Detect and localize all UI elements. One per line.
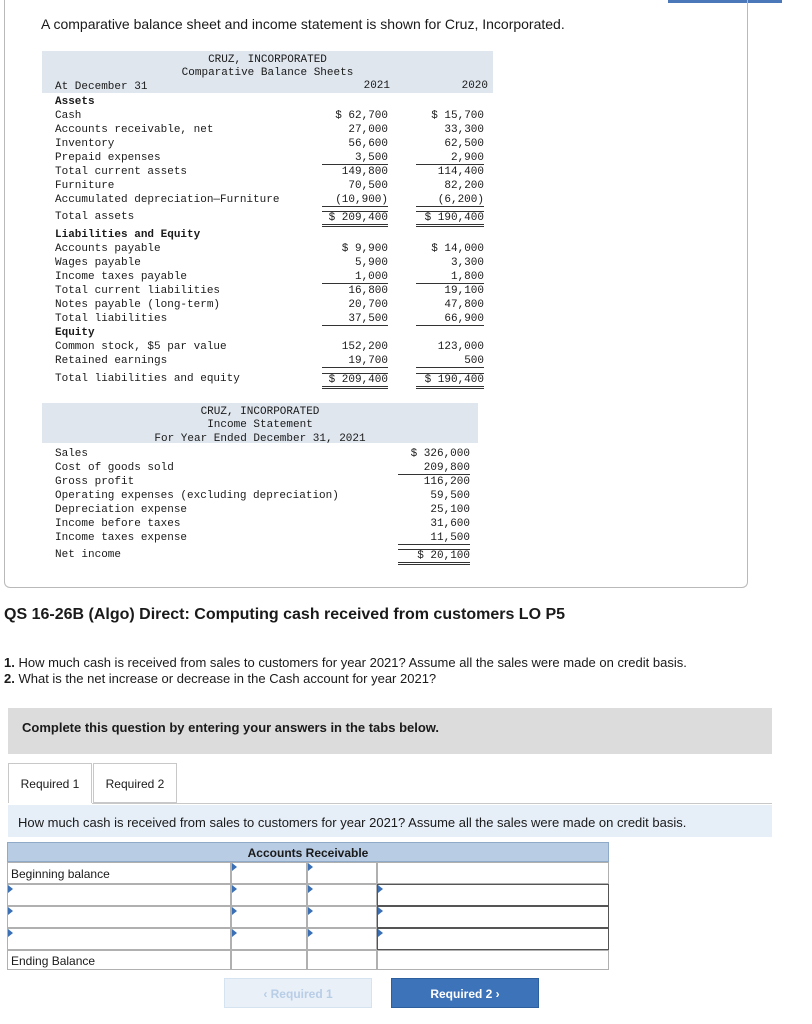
balance-sheet-value-2021: 19,700 [322,355,388,368]
income-statement-value: 31,600 [430,518,470,530]
balance-sheet-row-label: Accounts payable [55,243,161,255]
balance-sheet-value-2021: $ 209,400 [322,211,388,227]
balance-sheet-value-2021: 16,800 [348,285,388,297]
balance-sheet-value-2021: 5,900 [354,257,388,269]
question-list [4,655,687,687]
debit-label-input-4[interactable] [7,928,231,950]
balance-sheet-value-2021: (10,900) [322,194,388,207]
balance-sheet-row-label: Accumulated depreciation—Furniture [55,194,280,206]
balance-sheet-row-label: Prepaid expenses [55,152,161,164]
balance-sheet-row-label: Total liabilities [55,313,168,325]
balance-sheet-row-label: Furniture [55,180,115,192]
balance-sheet-row-label: Equity [55,327,95,339]
balance-sheet-value-2021: 70,500 [348,180,388,192]
income-statement-row-label: Operating expenses (excluding depreciation) [55,490,339,502]
balance-sheet-value-2020: 1,800 [416,271,484,284]
question-item: 1. How much cash is received from sales to customers for year 2021? Assume all the sales were made on credit basis. [4,655,687,670]
credit-amount-input-4[interactable] [307,928,377,950]
col-2021: 2021 [363,80,390,92]
balance-sheet-value-2020: 33,300 [444,124,484,136]
balance-sheet-value-2021: 3,500 [322,152,388,165]
balance-sheet-value-2020: 500 [416,355,484,368]
balance-sheet-header [42,51,493,93]
balance-sheet-value-2020: 47,800 [444,299,484,311]
col-2020: 2020 [461,80,488,92]
income-statement-header [42,403,478,443]
debit-amount-input-3[interactable] [231,906,307,928]
income-statement-row-label: Depreciation expense [55,504,188,516]
ending-balance-debit-cell [231,950,307,970]
question-title: QS 16-26B (Algo) Direct: Computing cash received from customers LO P5 [4,606,566,623]
ending-balance-blank-cell [377,950,609,970]
balance-sheet-value-2021: 20,700 [348,299,388,311]
balance-sheet-value-2021: 56,600 [348,138,388,150]
statement-title: Income Statement [207,419,313,431]
credit-amount-input-3[interactable] [307,906,377,928]
ending-balance-label-cell: Ending Balance [7,950,231,970]
balance-sheet-row-label: Accounts receivable, net [55,124,214,136]
balance-sheet-value-2020: $ 15,700 [431,110,484,122]
credit-amount-input-2[interactable] [307,884,377,906]
debit-amount-input-4[interactable] [231,928,307,950]
statement-title: Comparative Balance Sheets [181,67,354,79]
balance-sheet-row-label: Total liabilities and equity [55,373,240,385]
balance-sheet-value-2021: $ 9,900 [341,243,388,255]
balance-sheet-row-label: Common stock, $5 par value [55,341,227,353]
balance-sheet-value-2020: 82,200 [444,180,484,192]
balance-sheet-row-label: Retained earnings [55,355,168,367]
date-label: At December 31 [55,81,148,93]
credit-label-input-4[interactable] [377,928,609,950]
question-item: 2. What is the net increase or decrease in the Cash account for year 2021? [4,671,437,686]
tab-divider [92,803,772,804]
income-statement-row-label: Gross profit [55,476,135,488]
balance-sheet [42,51,493,386]
balance-sheet-row-label: Income taxes payable [55,271,188,283]
balance-sheet-value-2020: 114,400 [437,166,484,178]
balance-sheet-row-label: Wages payable [55,257,141,269]
credit-label-cell-1 [377,862,609,884]
income-statement-value: 11,500 [398,532,470,545]
debit-label-input-2[interactable] [7,884,231,906]
instruction-banner: Complete this question by entering your answers in the tabs below. [8,708,772,754]
tab-required-1[interactable]: Required 1 [8,763,92,803]
debit-label-input-3[interactable] [7,906,231,928]
balance-sheet-row-label: Assets [55,96,95,108]
income-statement-row-label: Income taxes expense [55,532,188,544]
next-required-button[interactable]: Required 2 › [391,978,539,1008]
credit-label-input-3[interactable] [377,906,609,928]
income-statement-value: 59,500 [430,490,470,502]
balance-sheet-value-2020: 123,000 [437,341,484,353]
income-statement-row-label: Net income [55,549,122,561]
balance-sheet-row-label: Total current liabilities [55,285,221,297]
balance-sheet-row-label: Liabilities and Equity [55,229,201,241]
tab-required-2[interactable]: Required 2 [93,763,177,803]
balance-sheet-row-label: Inventory [55,138,115,150]
debit-amount-input-2[interactable] [231,884,307,906]
income-statement [42,403,478,562]
beginning-balance-label-cell: Beginning balance [7,862,231,884]
balance-sheet-value-2020: $ 190,400 [416,211,484,227]
t-account-title: Accounts Receivable [7,842,609,862]
statement-period: For Year Ended December 31, 2021 [154,433,366,445]
ending-balance-credit-cell [307,950,377,970]
credit-amount-input-1[interactable] [307,862,377,884]
balance-sheet-row-label: Total assets [55,211,135,223]
balance-sheet-row-label: Total current assets [55,166,188,178]
income-statement-value: 25,100 [430,504,470,516]
balance-sheet-value-2020: 66,900 [416,313,484,326]
balance-sheet-value-2021: 37,500 [322,313,388,326]
income-statement-value: 116,200 [423,476,470,488]
balance-sheet-value-2021: 149,800 [341,166,388,178]
intro-text: A comparative balance sheet and income statement is shown for Cruz, Incorporated. [41,16,565,32]
balance-sheet-row-label: Cash [55,110,82,122]
income-statement-value: 209,800 [398,462,470,475]
credit-label-input-2[interactable] [377,884,609,906]
prev-required-button[interactable]: ‹ Required 1 [224,978,372,1008]
balance-sheet-value-2020: 2,900 [416,152,484,165]
balance-sheet-value-2020: 19,100 [444,285,484,297]
balance-sheet-value-2020: (6,200) [416,194,484,207]
income-statement-value: $ 326,000 [410,448,470,460]
tab-question: How much cash is received from sales to customers for year 2021? Assume all the sales were made on credit basis. [8,805,772,837]
company-name: CRUZ, INCORPORATED [200,406,320,418]
balance-sheet-value-2020: $ 14,000 [431,243,484,255]
balance-sheet-row-label: Notes payable (long-term) [55,299,221,311]
balance-sheet-value-2021: 27,000 [348,124,388,136]
balance-sheet-value-2020: 62,500 [444,138,484,150]
income-statement-row-label: Income before taxes [55,518,181,530]
income-statement-row-label: Cost of goods sold [55,462,174,474]
balance-sheet-value-2020: 3,300 [450,257,484,269]
balance-sheet-value-2021: $ 62,700 [335,110,388,122]
balance-sheet-value-2021: 1,000 [322,271,388,284]
balance-sheet-value-2021: 152,200 [341,341,388,353]
company-name: CRUZ, INCORPORATED [208,54,327,66]
balance-sheet-value-2021: $ 209,400 [322,373,388,389]
balance-sheet-value-2020: $ 190,400 [416,373,484,389]
income-statement-row-label: Sales [55,448,89,460]
income-statement-value: $ 20,100 [398,549,470,565]
beginning-balance-debit-input[interactable] [231,862,307,884]
